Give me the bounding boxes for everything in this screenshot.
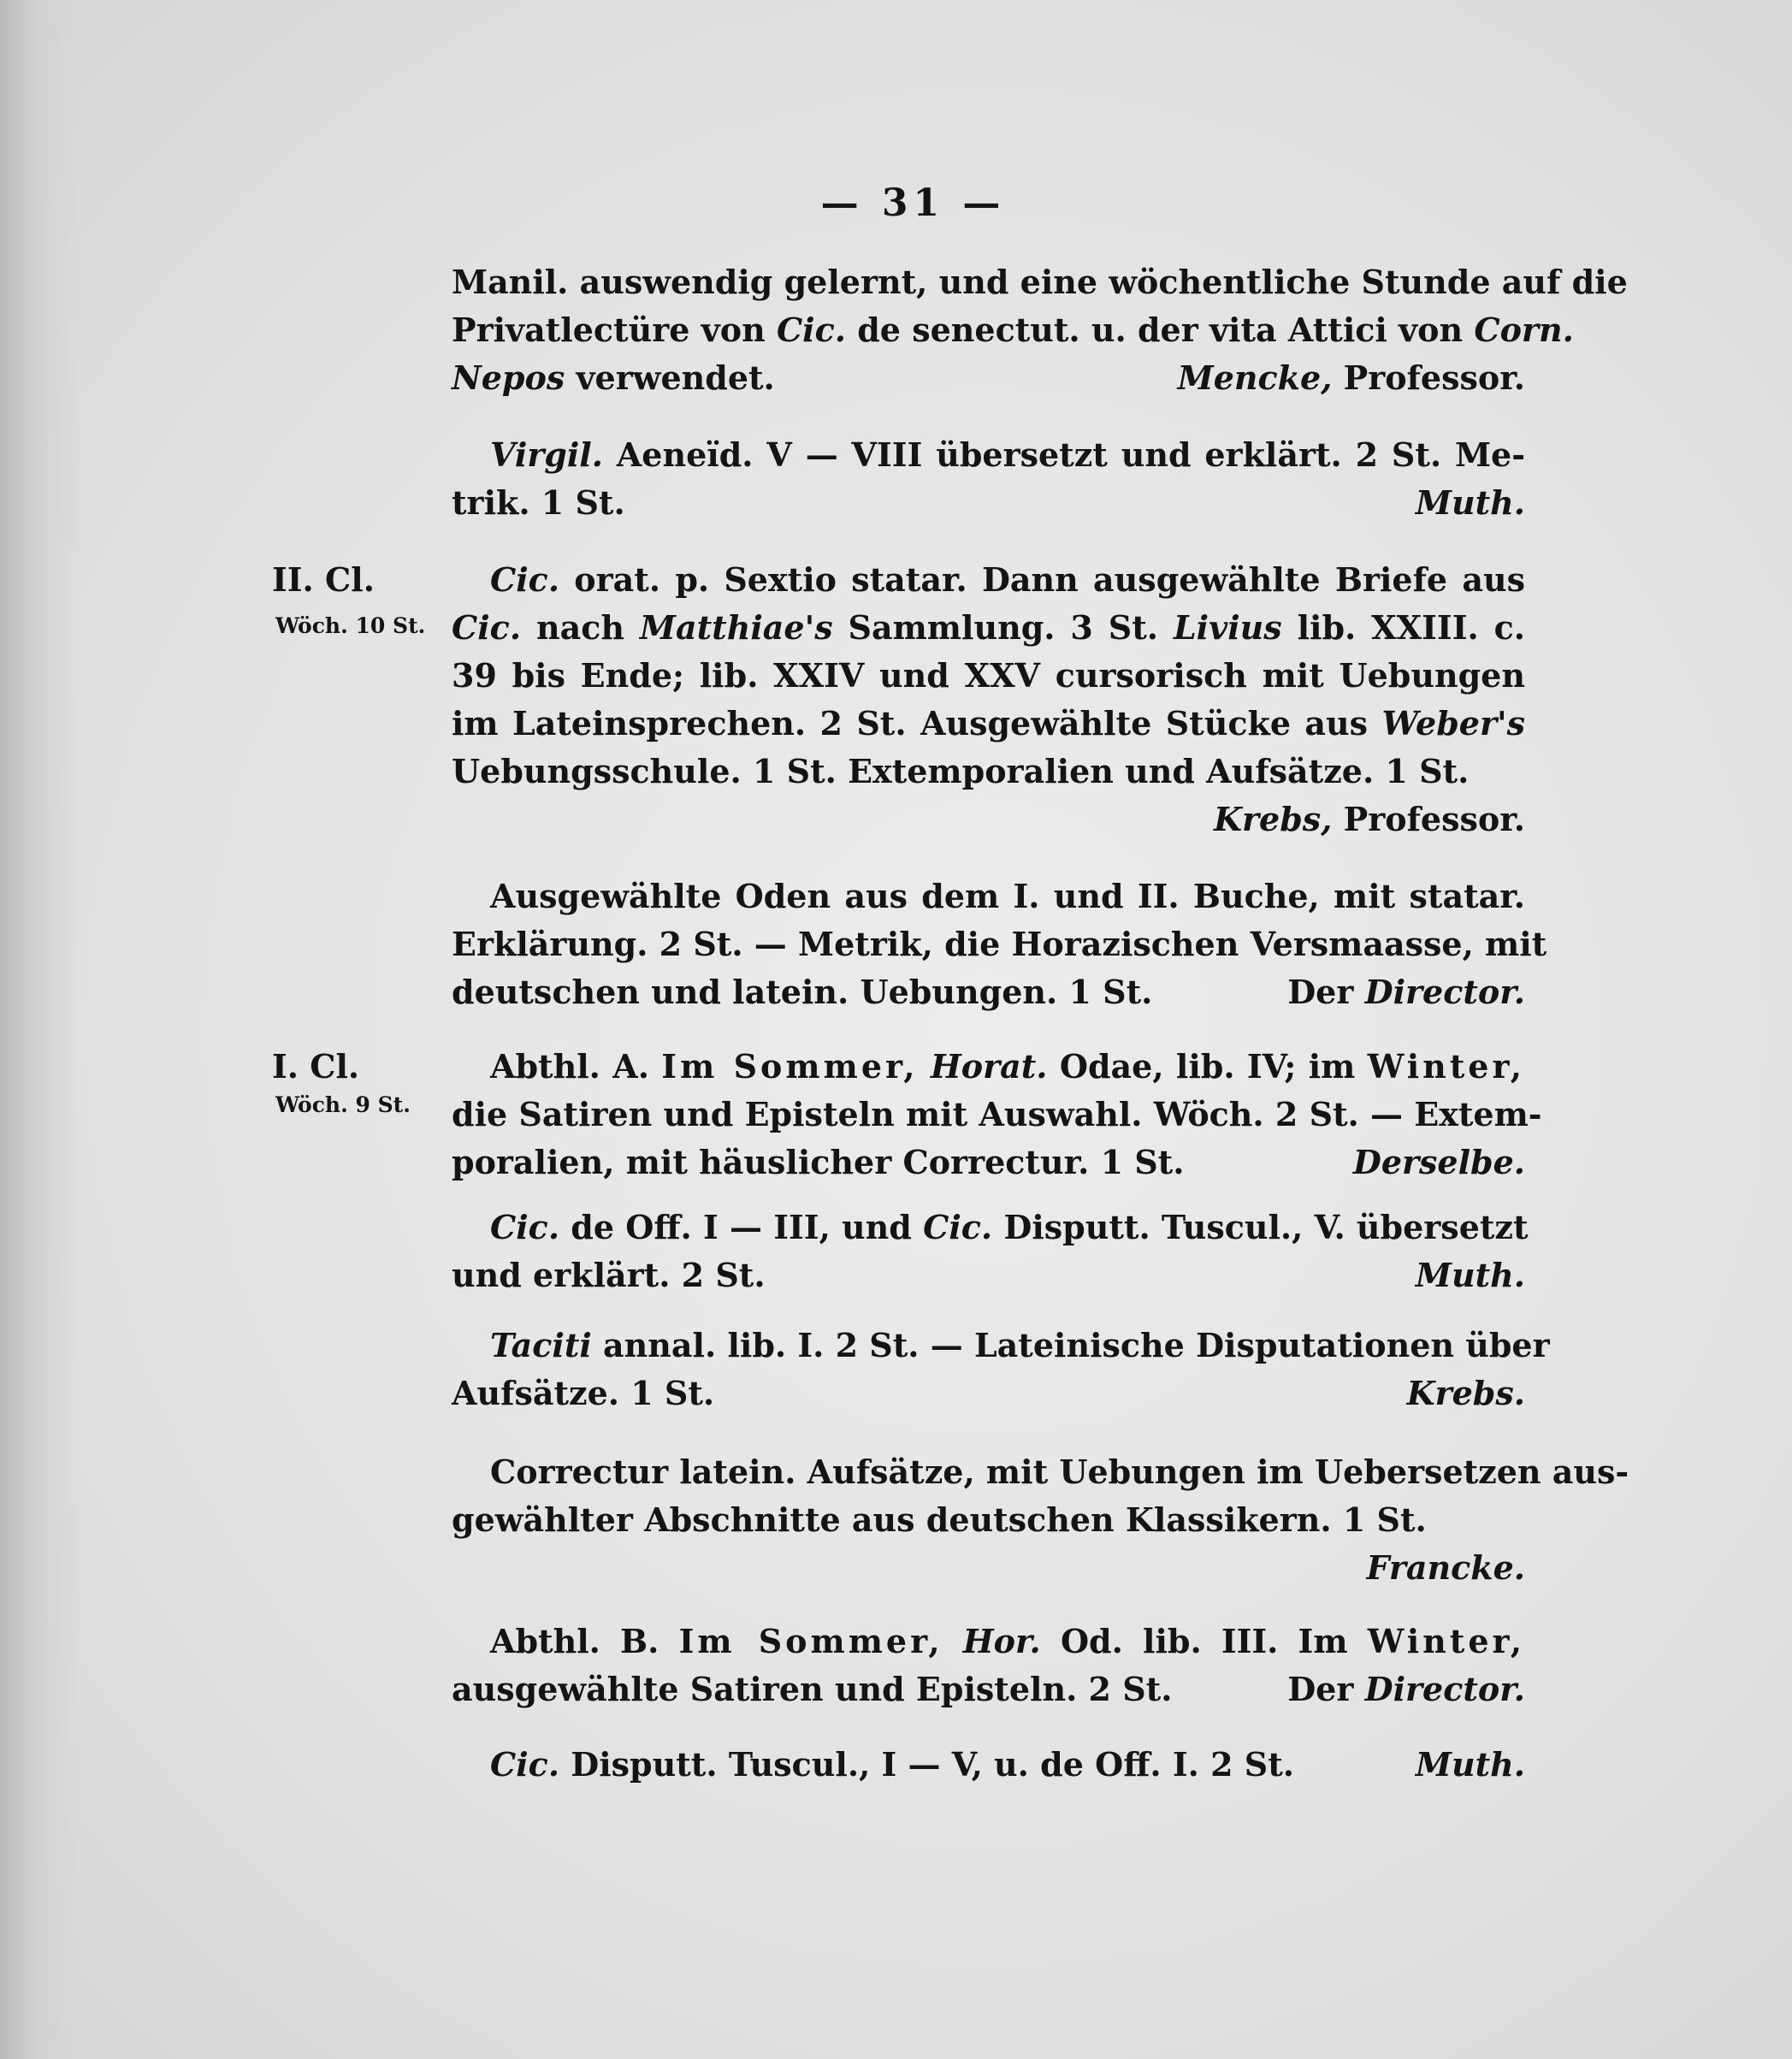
text-line: ausgewählte Satiren und Episteln. 2 St. [452, 1670, 1173, 1708]
signature-francke: Francke. [1366, 1548, 1525, 1587]
text-line: Abthl. A. Im Sommer, Horat. Odae, lib. IV; im Winter, [490, 1047, 1525, 1086]
gutter-shadow [0, 0, 81, 2059]
text-line: trik. 1 St. [452, 483, 625, 522]
signature-muth: Muth. [1415, 1256, 1525, 1294]
signature-krebs: Krebs. [1406, 1374, 1525, 1412]
text-line: gewählter Abschnitte aus deutschen Klassikern. 1 St. [452, 1500, 1427, 1539]
text-line: Abthl. B. Im Sommer, Hor. Od. lib. III. Im Winter, [490, 1622, 1525, 1660]
signature-krebs: Krebs, Professor. [1213, 800, 1525, 838]
class-hours-II: Wöch. 10 St. [275, 613, 426, 638]
page-number: — 31 — [820, 181, 1006, 225]
class-label-I: I. Cl. [272, 1047, 360, 1086]
text-line: poralien, mit häuslicher Correctur. 1 St. [452, 1143, 1185, 1181]
text-line: Uebungsschule. 1 St. Extemporalien und Aufsätze. 1 St. [452, 752, 1470, 790]
signature-director: Der Director. [1287, 973, 1525, 1011]
text-line: Correctur latein. Aufsätze, mit Uebungen im Uebersetzen aus- [490, 1453, 1629, 1491]
class-hours-I: Wöch. 9 St. [275, 1092, 411, 1117]
signature-muth: Muth. [1415, 483, 1525, 522]
text-line: im Lateinsprechen. 2 St. Ausgewählte Stücke aus Weber's [452, 704, 1525, 743]
text-line: deutschen und latein. Uebungen. 1 St. [452, 973, 1153, 1011]
signature-director: Der Director. [1287, 1670, 1525, 1708]
text-line: Cic. orat. p. Sextio statar. Dann ausgewählte Briefe aus [490, 560, 1525, 599]
text-line: Cic. nach Matthiae's Sammlung. 3 St. Livius lib. XXIII. c. [452, 608, 1525, 647]
text-line: und erklärt. 2 St. [452, 1256, 766, 1294]
text-line: 39 bis Ende; lib. XXIV und XXV cursorisch mit Uebungen [452, 656, 1525, 695]
text-line: Cic. de Off. I — III, und Cic. Disputt. Tuscul., V. übersetzt [490, 1208, 1529, 1246]
text-line: Privatlectüre von Cic. de senectut. u. der vita Attici von Corn. [452, 311, 1574, 349]
text-line: Manil. auswendig gelernt, und eine wöchentliche Stunde auf die [452, 263, 1628, 301]
signature-mencke: Mencke, Professor. [1177, 358, 1525, 397]
text-line: die Satiren und Episteln mit Auswahl. Wöch. 2 St. — Extem- [452, 1095, 1542, 1133]
text-line: Erklärung. 2 St. — Metrik, die Horazischen Versmaasse, mit [452, 925, 1547, 963]
text-line: Ausgewählte Oden aus dem I. und II. Buche, mit statar. [490, 877, 1525, 915]
text-line: Nepos verwendet. [452, 358, 775, 397]
signature-muth: Muth. [1415, 1745, 1525, 1784]
signature-derselbe: Derselbe. [1352, 1143, 1525, 1181]
text-line: Cic. Disputt. Tuscul., I — V, u. de Off. I. 2 St. [490, 1745, 1294, 1784]
text-line: Taciti annal. lib. I. 2 St. — Lateinische Disputationen über [490, 1326, 1550, 1364]
class-label-II: II. Cl. [272, 560, 375, 599]
text-line: Virgil. Aeneïd. V — VIII übersetzt und erklärt. 2 St. Me- [490, 435, 1525, 474]
text-line: Aufsätze. 1 St. [452, 1374, 715, 1412]
